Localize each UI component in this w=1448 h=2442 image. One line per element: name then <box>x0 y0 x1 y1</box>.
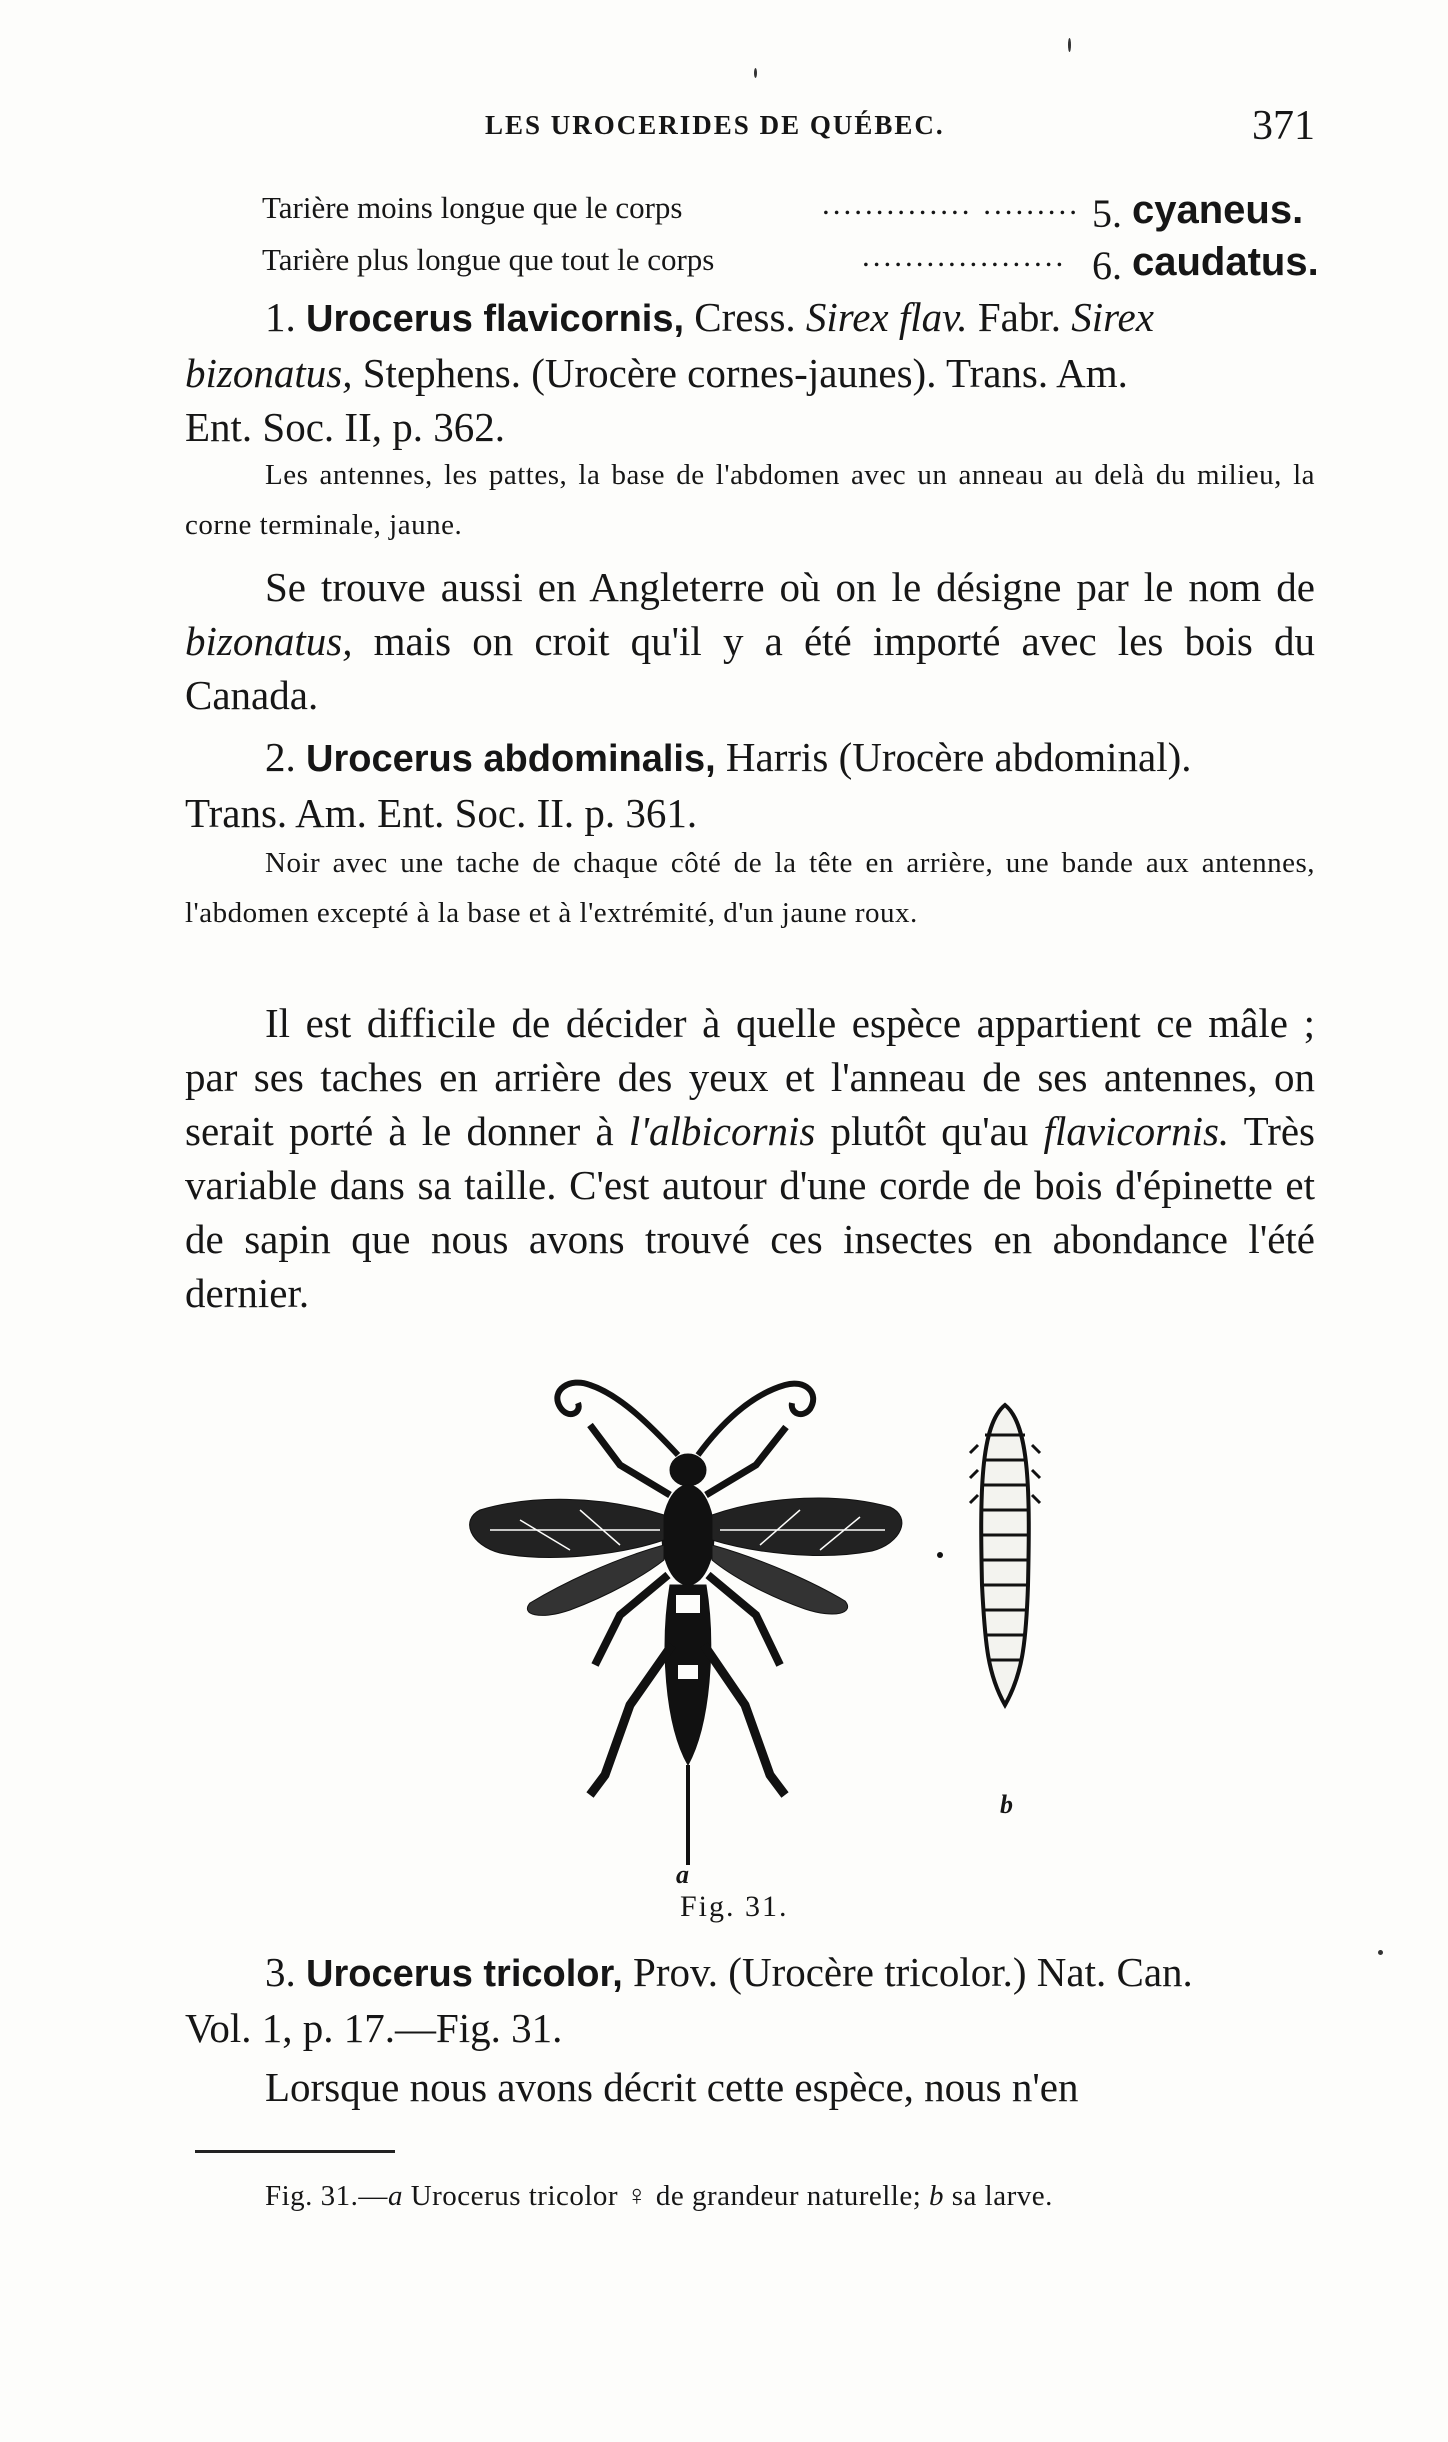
key-number: 5. <box>1092 191 1122 236</box>
figure-caption: Fig. 31. <box>680 1890 789 1923</box>
speck <box>1378 1950 1383 1955</box>
remark-text: Il est difficile de décider à quelle espèce appartient ce mâle ; par ses taches en arrière des yeux et l'anneau de ses antennes, on serait porté à le donner à <box>185 1000 1315 1154</box>
remark-text: Très variable dans sa taille. C'est autour d'une corde de bois d'épinette et de sapin que nous avons trouvé ces insectes en abondance l'été dernier. <box>185 1108 1316 1316</box>
key-text: Tarière plus longue que tout le corps <box>262 242 715 277</box>
remark-italic: flavicornis. <box>1043 1108 1230 1154</box>
figure-footnote <box>265 2180 1053 2213</box>
key-species: cyaneus. <box>1132 188 1304 232</box>
entry-1-heading <box>185 290 1315 454</box>
footnote-lead: Fig. 31.— <box>265 2180 388 2212</box>
key-species: caudatus. <box>1132 240 1319 284</box>
species-name: Urocerus abdominalis, <box>306 738 716 780</box>
entry-3-remark: Lorsque nous avons décrit cette espèce, nous n'en <box>265 2064 1079 2110</box>
entry-citation: Vol. 1, p. 17.—Fig. 31. <box>185 2005 563 2051</box>
footnote-rule <box>195 2150 395 2153</box>
entry-2-description: Noir avec une tache de chaque côté de la tête en arrière, une bande aux antennes, l'abdomen excepté à la base et à l'extrémité, d'un jaune roux. <box>185 847 1315 929</box>
entry-citation: Ent. Soc. II, p. 362. <box>185 404 505 450</box>
entry-number: 1. <box>265 294 296 340</box>
key-text: Tarière moins longue que le corps <box>262 190 683 225</box>
page-header <box>185 103 1315 160</box>
figure-label-a: a <box>676 1860 689 1889</box>
entry-citation: Trans. Am. Ent. Soc. II. p. 361. <box>185 790 698 836</box>
footnote-label-a: a <box>387 2180 403 2212</box>
entry-1-description: Les antennes, les pattes, la base de l'abdomen avec un anneau au delà du milieu, la corne terminale, jaune. <box>185 459 1315 541</box>
page-number: 371 <box>1252 103 1315 149</box>
key-leader-dots: .............. ......... <box>822 186 1080 221</box>
entry-2-remark <box>185 996 1315 1320</box>
remark-text: mais on croit qu'il y a été importé avec les bois du Canada. <box>185 618 1315 718</box>
entry-citation: Fabr. <box>967 294 1072 340</box>
species-name: Urocerus flavicornis, <box>306 298 685 340</box>
footnote-text: Urocerus tricolor ♀ de grandeur naturelle; <box>402 2180 930 2212</box>
entry-1-remark <box>185 560 1315 722</box>
larva-drawing <box>937 1405 1040 1705</box>
speck <box>754 68 757 78</box>
synonym: Sirex <box>1071 294 1154 340</box>
running-title: LES UROCERIDES DE QUÉBEC. <box>485 110 945 140</box>
figure-label-b: b <box>1000 1790 1013 1819</box>
remark-italic: bizonatus, <box>185 618 353 664</box>
figure-31-illustration <box>420 1345 1100 1905</box>
entry-number: 2. <box>265 734 296 780</box>
key-line-cyaneus <box>262 186 1312 236</box>
footnote-label-b: b <box>929 2180 945 2212</box>
entry-3-heading <box>185 1945 1315 2055</box>
remark-italic: l'albicornis <box>628 1108 816 1154</box>
remark-text: Se trouve aussi en Angleterre où on le désigne par le nom de <box>265 564 1315 610</box>
synonym: Sirex flav. <box>805 294 968 340</box>
entry-citation: Harris (Urocère abdominal). <box>715 734 1192 780</box>
sawfly-adult-drawing <box>470 1383 902 1865</box>
entry-number: 3. <box>265 1949 296 1995</box>
footnote-text: sa larve. <box>944 2180 1053 2212</box>
entry-2-heading <box>185 730 1315 840</box>
key-leader-dots: ................... <box>862 238 1067 273</box>
entry-citation: Stephens. (Urocère cornes-jaunes). Trans. Am. <box>352 350 1128 396</box>
entry-citation: Prov. (Urocère tricolor.) Nat. Can. <box>622 1949 1193 1995</box>
species-name: Urocerus tricolor, <box>306 1953 623 1995</box>
entry-citation: Cress. <box>684 294 806 340</box>
synonym: bizonatus, <box>185 350 353 396</box>
key-number: 6. <box>1092 243 1122 288</box>
remark-text: plutôt qu'au <box>815 1108 1044 1154</box>
key-line-caudatus <box>262 238 1319 288</box>
speck <box>1068 38 1071 52</box>
